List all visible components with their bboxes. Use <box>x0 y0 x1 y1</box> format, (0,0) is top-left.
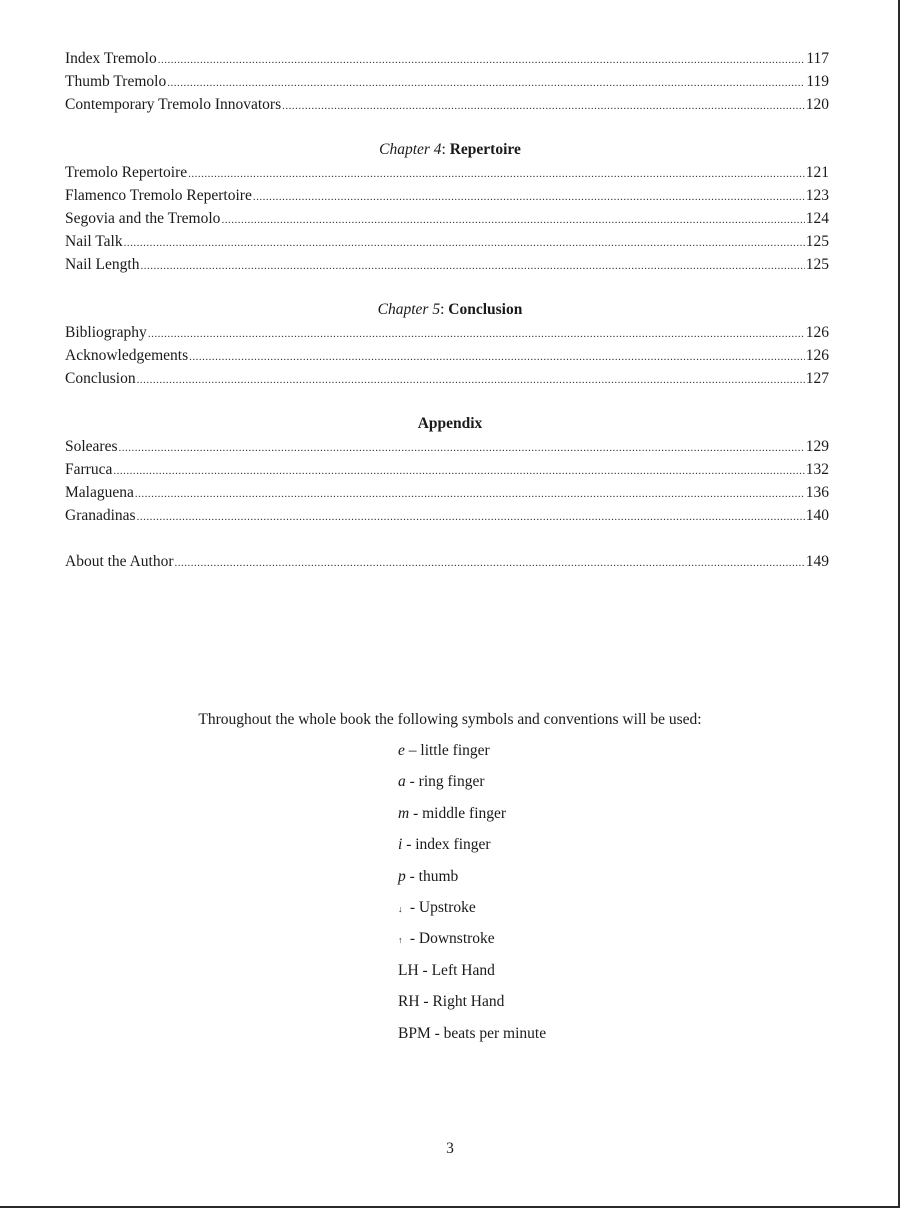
toc-list-appendix <box>65 435 829 527</box>
dot-leader <box>135 483 805 506</box>
toc-entry-title: Granadinas <box>65 507 136 524</box>
convention-item <box>398 897 546 928</box>
convention-item <box>398 771 546 802</box>
toc-entry-page: 117 <box>806 50 829 67</box>
toc-entry-page: 132 <box>805 461 829 478</box>
toc-list-chapter-4 <box>65 161 829 276</box>
convention-separator: - <box>406 930 419 948</box>
dot-leader <box>167 72 805 95</box>
dot-leader <box>124 232 805 255</box>
convention-separator: - <box>402 836 416 854</box>
convention-separator: - <box>406 898 419 916</box>
convention-separator: - <box>405 773 419 791</box>
toc-entry <box>65 458 829 481</box>
toc-entry-page: 126 <box>805 347 829 364</box>
dot-leader <box>188 163 805 186</box>
chapter-name: Conclusion <box>448 301 523 318</box>
toc-entry <box>65 93 829 116</box>
convention-item <box>398 960 546 991</box>
conventions-intro: Throughout the whole book the following symbols and conventions will be used: <box>198 711 702 728</box>
toc-entry-title: Thumb Tremolo <box>65 73 167 90</box>
toc-entry-title: Index Tremolo <box>65 50 157 67</box>
toc-entry <box>65 253 829 276</box>
convention-item <box>398 991 546 1022</box>
convention-description: Upstroke <box>418 898 476 916</box>
dot-leader <box>119 437 805 460</box>
toc-entry <box>65 550 829 573</box>
convention-separator: - <box>430 1024 444 1042</box>
chapter-5-heading <box>0 298 900 322</box>
toc-list-chapter-5 <box>65 321 829 390</box>
appendix-title: Appendix <box>417 415 483 432</box>
toc-list-about <box>65 550 829 573</box>
convention-description: index finger <box>415 836 491 854</box>
toc-entry-page: 126 <box>805 324 829 341</box>
toc-entry-page: 123 <box>805 187 829 204</box>
convention-symbol: RH <box>398 993 420 1011</box>
convention-symbol: BPM <box>398 1024 431 1042</box>
toc-entry-page: 127 <box>805 370 829 387</box>
convention-item <box>398 928 546 959</box>
convention-item <box>398 834 546 865</box>
toc-entry-title: Contemporary Tremolo Innovators <box>65 96 282 113</box>
chapter-separator: : <box>441 141 450 158</box>
chapter-name: Repertoire <box>449 141 521 158</box>
toc-entry-page: 121 <box>805 164 829 181</box>
page-number: 3 <box>446 1140 454 1157</box>
chapter-separator: : <box>440 301 449 318</box>
toc-entry-page: 125 <box>805 233 829 250</box>
chapter-label: Chapter 4 <box>379 141 442 158</box>
toc-entry-title: Soleares <box>65 438 118 455</box>
toc-entry <box>65 504 829 527</box>
chapter-4-heading <box>0 138 900 162</box>
dot-leader <box>189 346 805 369</box>
convention-description: Downstroke <box>418 930 495 948</box>
toc-entry-page: 120 <box>805 96 829 113</box>
dot-leader <box>253 186 805 209</box>
toc-entry-title: Acknowledgements <box>65 347 189 364</box>
conventions-list <box>398 740 546 1054</box>
convention-item <box>398 1023 546 1054</box>
convention-symbol: m <box>398 804 410 822</box>
dot-leader <box>148 323 805 346</box>
toc-entry <box>65 367 829 390</box>
toc-entry-title: Tremolo Repertoire <box>65 164 188 181</box>
toc-entry <box>65 481 829 504</box>
toc-entry <box>65 47 829 70</box>
toc-entry-page: 124 <box>805 210 829 227</box>
appendix-heading <box>0 412 900 436</box>
toc-entry-title: About the Author <box>65 553 174 570</box>
toc-entry-page: 136 <box>805 484 829 501</box>
down-arrow-icon: ↓ <box>398 903 403 914</box>
convention-separator: - <box>419 993 433 1011</box>
toc-entry-page: 149 <box>805 553 829 570</box>
toc-entry <box>65 435 829 458</box>
convention-separator: - <box>409 804 423 822</box>
toc-entry-page: 119 <box>806 73 829 90</box>
toc-entry-title: Bibliography <box>65 324 147 341</box>
up-arrow-icon: ↑ <box>398 935 403 946</box>
convention-description: Right Hand <box>432 993 505 1011</box>
toc-entry <box>65 161 829 184</box>
toc-entry-title: Nail Talk <box>65 233 123 250</box>
dot-leader <box>158 49 806 72</box>
convention-symbol: e <box>398 742 405 759</box>
toc-entry-title: Nail Length <box>65 256 140 273</box>
convention-symbol: i <box>398 836 403 854</box>
convention-description: little finger <box>420 742 490 759</box>
convention-description: beats per minute <box>443 1024 547 1042</box>
convention-symbol: LH <box>398 961 419 979</box>
dot-leader <box>282 95 805 118</box>
toc-entry-title: Segovia and the Tremolo <box>65 210 221 227</box>
convention-symbol: a <box>398 773 406 791</box>
toc-entry <box>65 230 829 253</box>
convention-description: ring finger <box>418 773 485 791</box>
toc-entry-title: Farruca <box>65 461 113 478</box>
convention-item <box>398 866 546 897</box>
toc-entry-title: Conclusion <box>65 370 136 387</box>
toc-entry-page: 125 <box>805 256 829 273</box>
convention-separator: – <box>404 742 421 759</box>
convention-description: Left Hand <box>431 961 495 979</box>
convention-symbol: p <box>398 867 406 885</box>
toc-entry <box>65 70 829 93</box>
toc-entry-page: 140 <box>805 507 829 524</box>
convention-separator: - <box>405 867 419 885</box>
dot-leader <box>175 552 805 575</box>
toc-entry <box>65 344 829 367</box>
convention-description: thumb <box>418 867 459 885</box>
toc-entry <box>65 184 829 207</box>
dot-leader <box>137 506 805 529</box>
convention-item <box>398 740 546 771</box>
toc-entry <box>65 207 829 230</box>
toc-entry-title: Malaguena <box>65 484 134 501</box>
toc-entry-page: 129 <box>805 438 829 455</box>
toc-entry-title: Flamenco Tremolo Repertoire <box>65 187 252 204</box>
toc-entry <box>65 321 829 344</box>
chapter-label: Chapter 5 <box>377 301 441 318</box>
dot-leader <box>137 369 805 392</box>
toc-list-top <box>65 47 829 116</box>
dot-leader <box>221 209 804 232</box>
dot-leader <box>113 460 804 483</box>
convention-separator: - <box>418 961 432 979</box>
convention-description: middle finger <box>422 804 507 822</box>
dot-leader <box>140 255 804 278</box>
convention-item <box>398 803 546 834</box>
